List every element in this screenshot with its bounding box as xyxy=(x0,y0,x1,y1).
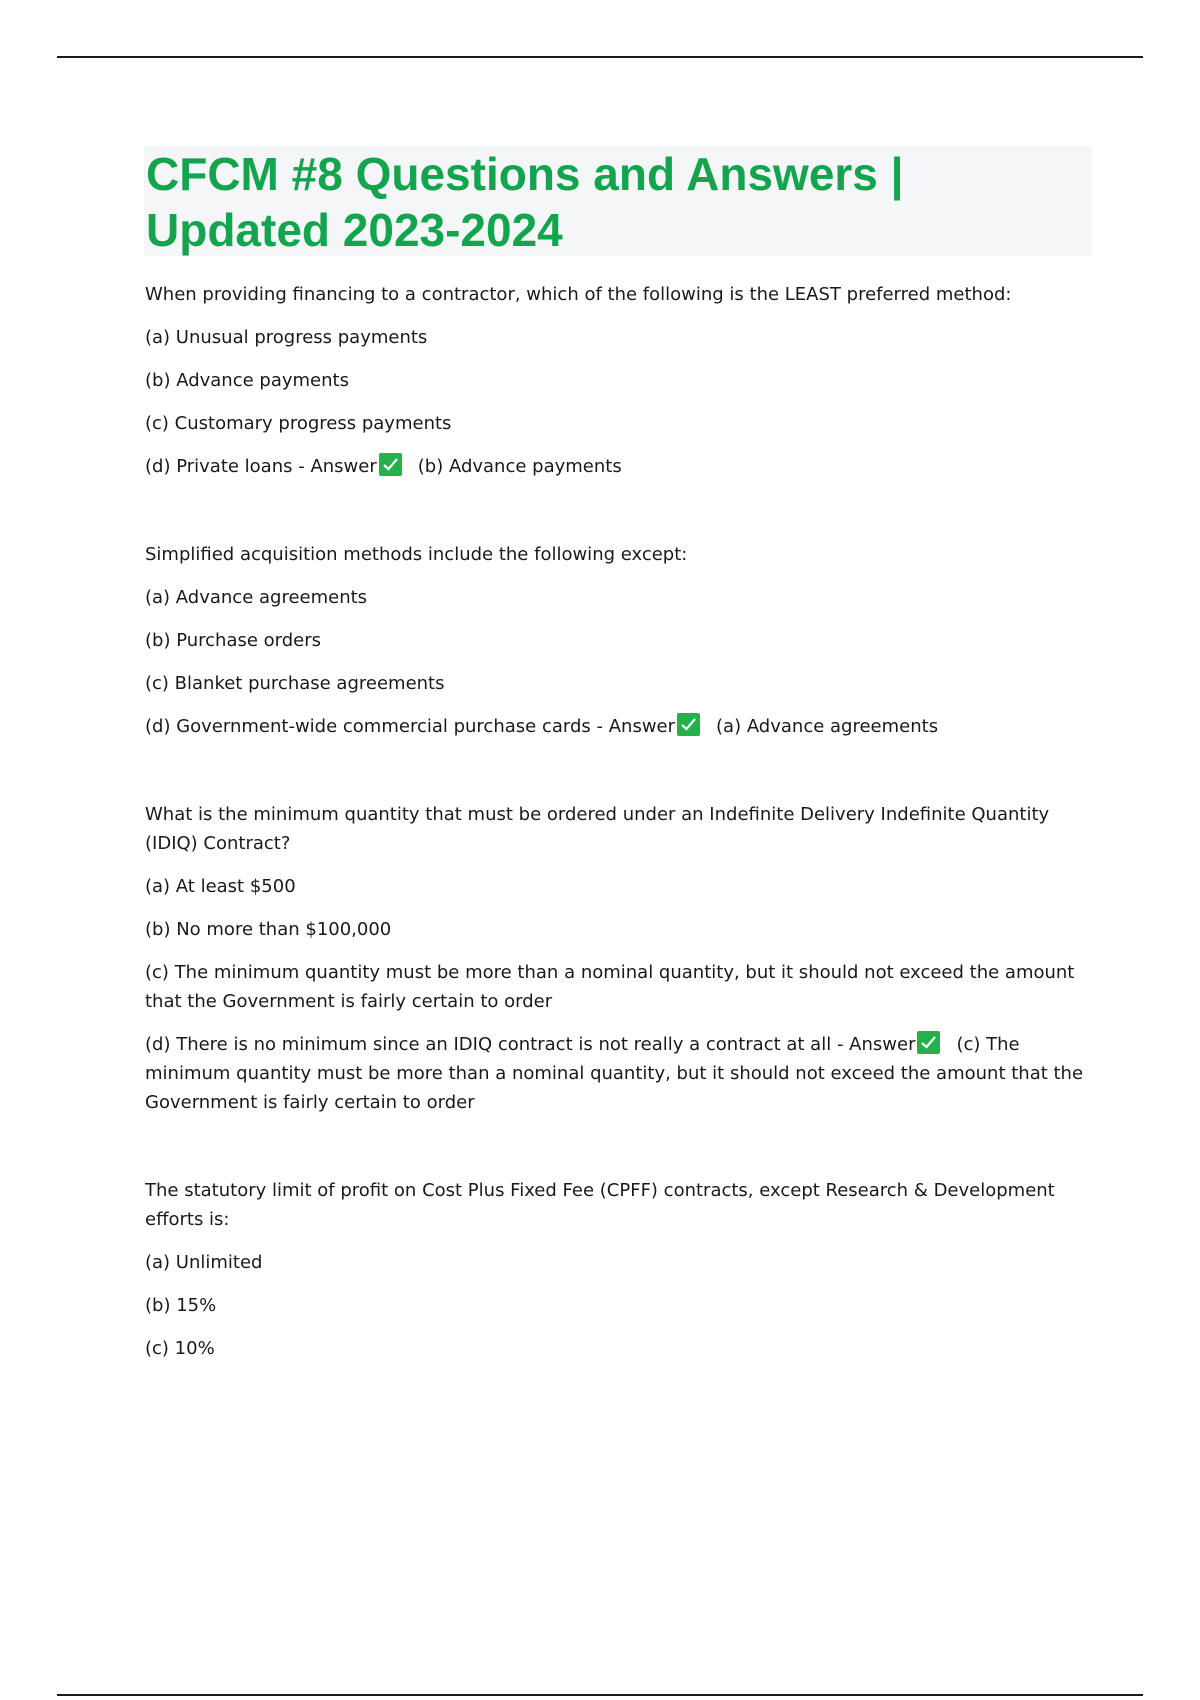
answer-label: - Answer xyxy=(596,716,676,737)
option-d: (d) Private loans xyxy=(145,456,293,477)
check-mark-icon xyxy=(677,713,700,736)
option-d-with-answer xyxy=(145,1030,1090,1117)
option-a: (a) Unusual progress payments xyxy=(145,327,428,348)
question-block xyxy=(145,540,1090,741)
check-mark-icon xyxy=(379,453,402,476)
question-text: What is the minimum quantity that must be ordered under an Indefinite Delivery Indefinite Quantity (IDIQ) Contract? xyxy=(145,804,1050,854)
option-b: (b) Purchase orders xyxy=(145,630,322,651)
question-text: The statutory limit of profit on Cost Plus Fixed Fee (CPFF) contracts, except Research & Development efforts is: xyxy=(145,1180,1055,1230)
option-d: (d) There is no minimum since an IDIQ contract is not really a contract at all xyxy=(145,1034,832,1055)
footer-rule xyxy=(57,1694,1143,1696)
check-mark-icon xyxy=(917,1031,940,1054)
option-b: (b) Advance payments xyxy=(145,370,349,391)
question-text: When providing financing to a contractor, which of the following is the LEAST preferred method: xyxy=(145,284,1012,305)
option-b: (b) No more than $100,000 xyxy=(145,919,392,940)
option-c: (c) Blanket purchase agreements xyxy=(145,673,445,694)
option-c: (c) 10% xyxy=(145,1338,215,1359)
question-text: Simplified acquisition methods include the following except: xyxy=(145,544,688,565)
answer-text: (b) Advance payments xyxy=(417,456,622,477)
option-d-with-answer xyxy=(145,712,1090,741)
option-a: (a) Unlimited xyxy=(145,1252,263,1273)
page-title: CFCM #8 Questions and Answers | Updated 2023-2024 xyxy=(146,148,904,256)
option-d: (d) Government-wide commercial purchase cards xyxy=(145,716,591,737)
answer-text: (a) Advance agreements xyxy=(716,716,939,737)
answer-label: - Answer xyxy=(298,456,377,477)
option-a: (a) Advance agreements xyxy=(145,587,368,608)
option-c: (c) Customary progress payments xyxy=(145,413,452,434)
answer-label: - Answer xyxy=(836,1034,916,1055)
document-body xyxy=(145,280,1090,1422)
title-block xyxy=(144,146,1092,256)
question-block xyxy=(145,1176,1090,1363)
answer-text: (c) The minimum quantity must be more than a nominal quantity, but it should not exceed the amount that the Government is fairly certain to order xyxy=(145,1034,1084,1113)
option-a: (a) At least $500 xyxy=(145,876,296,897)
option-d-with-answer xyxy=(145,452,1090,481)
option-c: (c) The minimum quantity must be more than a nominal quantity, but it should not exceed the amount that the Government is fairly certain to order xyxy=(145,962,1075,1012)
question-block xyxy=(145,800,1090,1117)
question-block xyxy=(145,280,1090,481)
option-b: (b) 15% xyxy=(145,1295,217,1316)
header-rule xyxy=(57,56,1143,58)
